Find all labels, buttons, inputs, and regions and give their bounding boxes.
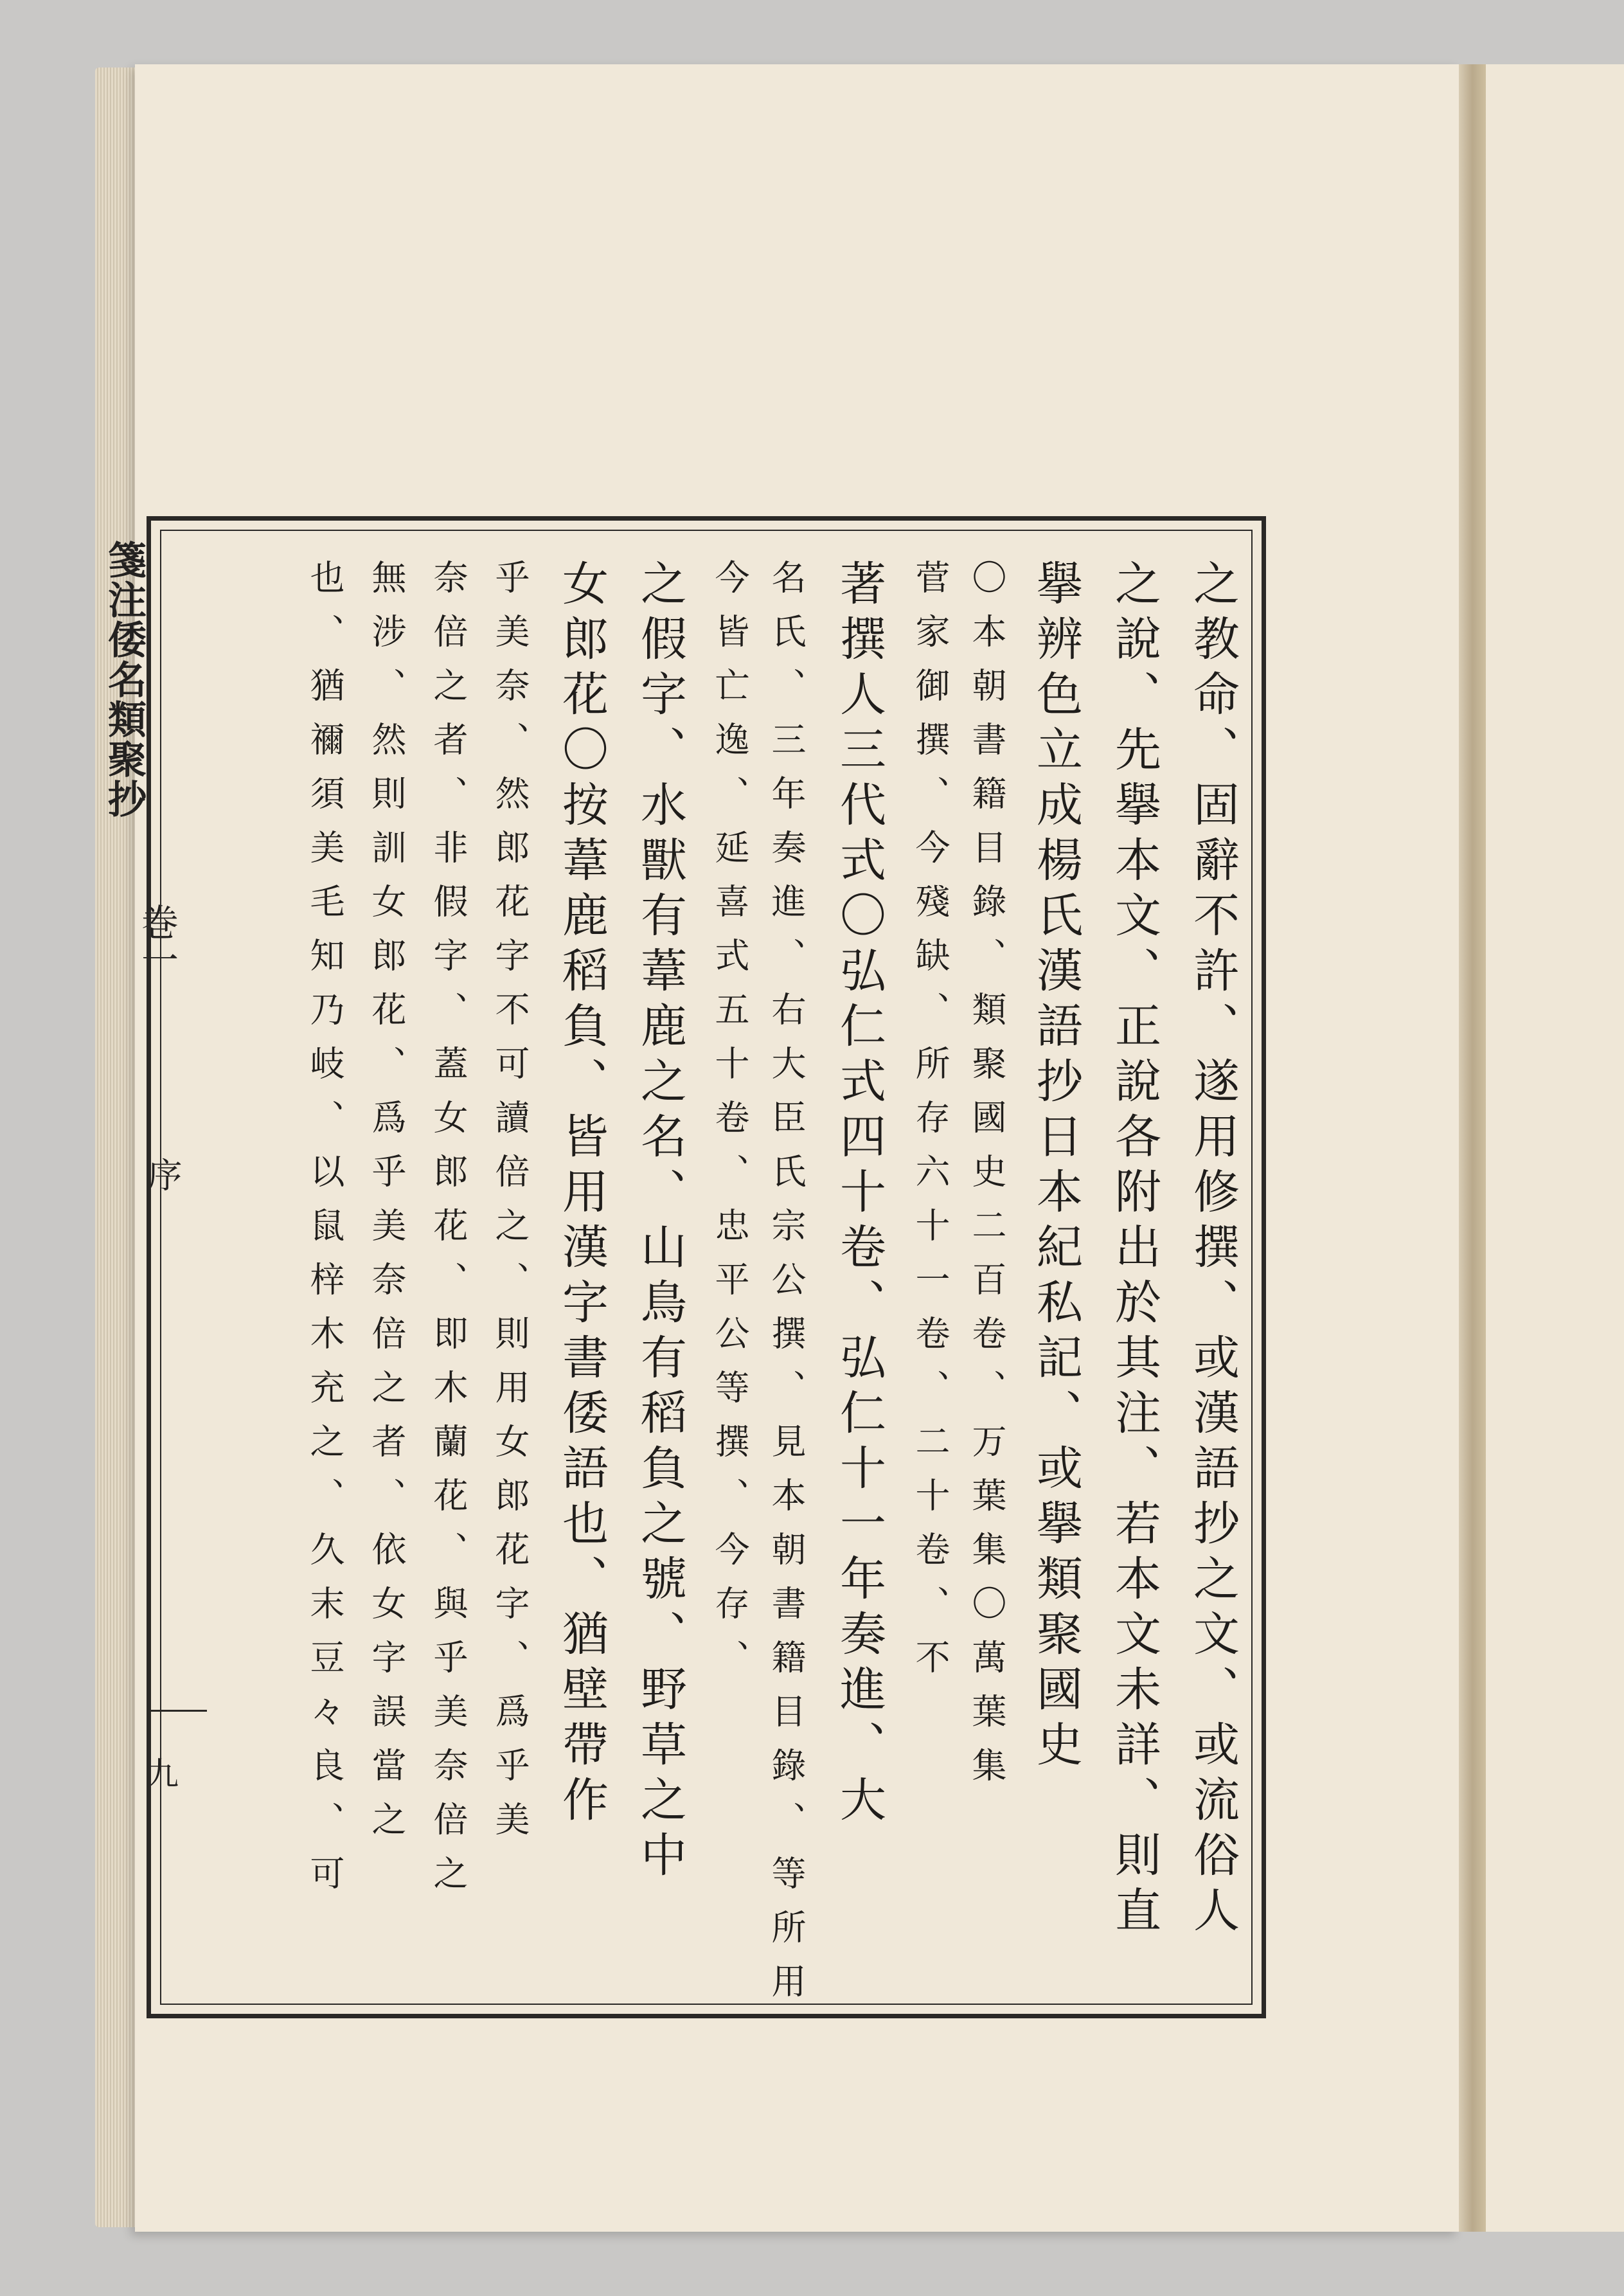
text-column: 乎美奈、然郎花字不可讀倍之、則用女郎花字、爲乎美	[490, 559, 530, 1855]
page-edge	[95, 67, 140, 2227]
text-column: 今皆亡逸、延喜式五十卷、忠平公等撰、今存、	[709, 559, 750, 1693]
text-column: 擧辨色立成楊氏漢語抄日本紀私記、或擧類聚國史	[1029, 559, 1083, 1775]
text-column: 也、猶禰須美毛知乃岐、以鼠梓木充之、久末豆々良、可	[305, 559, 345, 1909]
section-label: 序	[142, 1157, 183, 1192]
text-column: 無涉、然則訓女郎花、爲乎美奈倍之者、依女字誤當之	[366, 559, 407, 1855]
text-frame	[147, 516, 1266, 2018]
text-column: 名氏、三年奏進、右大臣氏宗公撰、見本朝書籍目錄、等所用	[766, 559, 807, 2017]
text-column: 〇本朝書籍目錄、類聚國史二百卷、万葉集〇萬葉集	[967, 559, 1007, 1801]
volume-label: 巻一	[135, 903, 179, 978]
text-column: 女郎花〇按葦鹿稻負、皆用漢字書倭語也、猶壁帶作	[555, 559, 609, 1831]
text-column: 之說、先擧本文、正說各附出於其注、若本文未詳、則直	[1107, 559, 1161, 1941]
text-column: 著撰人三代式〇弘仁式四十卷、弘仁十一年奏進、大	[832, 559, 886, 1831]
facing-page	[1486, 64, 1624, 2232]
page-number: 九	[147, 1755, 179, 1793]
text-column: 之假字、水獸有葦鹿之名、山鳥有稻負之號、野草之中	[633, 559, 687, 1886]
text-column: 奈倍之者、非假字、蓋女郎花、即木蘭花、與乎美奈倍之	[428, 559, 468, 1909]
text-column: 菅家御撰、今殘缺、所存六十一卷、二十卷、不	[910, 559, 950, 1693]
book-gutter	[1459, 64, 1486, 2232]
text-column: 之教命、固辭不許、遂用修撰、或漢語抄之文、或流俗人	[1186, 559, 1240, 1941]
book-title: 箋注倭名類聚抄	[102, 540, 147, 819]
